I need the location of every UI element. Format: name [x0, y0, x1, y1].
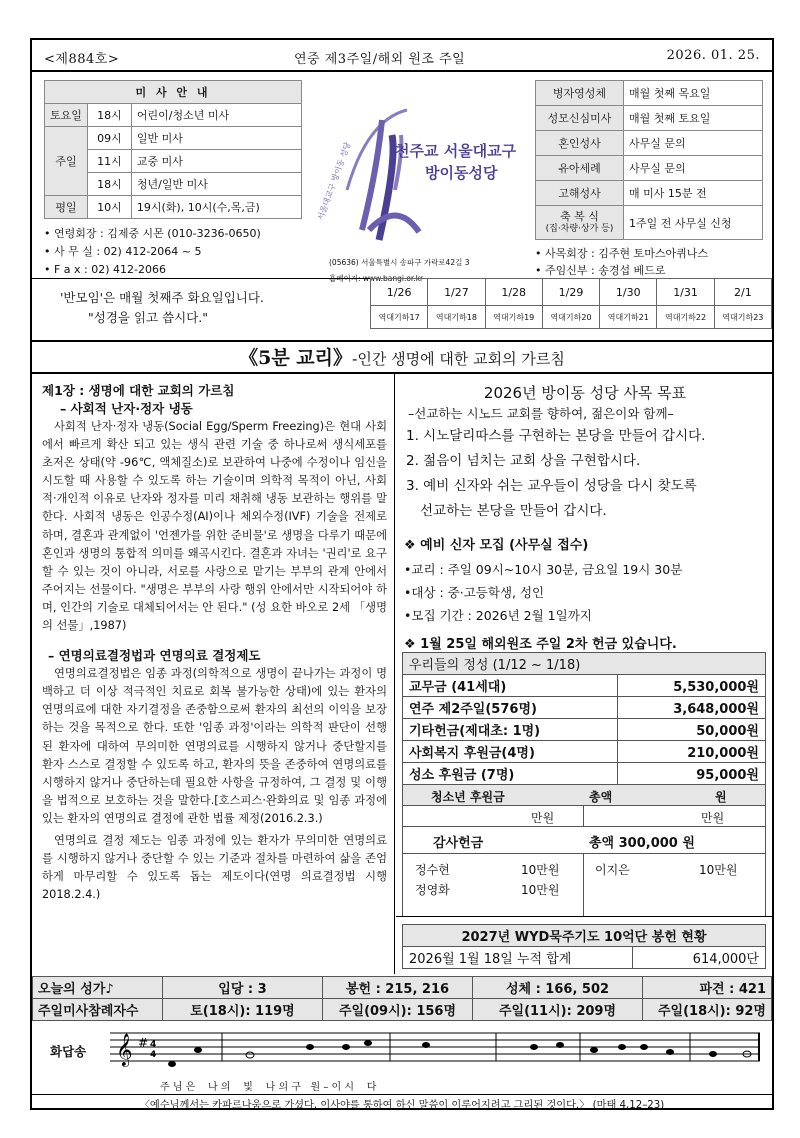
time-cell: 18시 [87, 173, 131, 196]
youth-total-label: 총액 [589, 790, 613, 804]
hymn-dismissal: 파견 : 421 [643, 977, 772, 999]
offering-amount: 3,648,000원 [618, 697, 766, 719]
sacrament-info [535, 80, 763, 279]
parish-goals [404, 382, 766, 657]
sub-heading-freezing: – 사회적 난자·정자 냉동 [60, 401, 193, 416]
svg-text:4: 4 [150, 1050, 157, 1060]
offering-label: 연주 제2주일(576명) [403, 697, 618, 719]
gospel-quote: 〈예수님께서는 카파르나움으로 가셨다. 이사야를 통하여 하신 말씀이 이루어지려고 그리된 것이다.〉 (마태 4,12–23) [139, 1100, 665, 1111]
wyd-rosary [402, 924, 766, 969]
recruit-details [404, 558, 766, 627]
calendar-reading: 역대기하21 [600, 306, 657, 329]
offerings-panel [402, 652, 766, 917]
chapter-heading: 제1장 : 생명에 대한 교회의 가르침 [42, 383, 235, 398]
offering-label: 교무금 (41세대) [403, 675, 618, 697]
youth-label: 청소년 후원금 [431, 790, 505, 804]
life-sustaining-paragraph-2: 연명의료 결정 제도는 임종 과정에 있는 환자가 무의미한 연명의료를 시행하지 않거나 중단할 수 있는 기준과 절차를 마련하여 삶을 존엄하게 마무리할 수 있도록 돕는 제도이다(연명 의료결정법 시행 2018.2.4.) [42, 833, 387, 902]
calendar-reading: 역대기하17 [371, 306, 428, 329]
time-cell: 10시 [87, 196, 131, 219]
youth-won: 원 [715, 790, 727, 804]
mass-schedule [44, 80, 302, 279]
sacrament-name-main: 축 복 식 [560, 209, 599, 223]
psalm-lyrics: 주 님 은 나 의 빛 나 의 구 원 – 이 시 다 [160, 1082, 377, 1093]
day-cell: 주일 [45, 127, 88, 196]
sacrament-name: 고해성사 [536, 181, 624, 206]
footer-divider [32, 1094, 772, 1095]
wyd-divider [396, 916, 772, 917]
donor-name: 이지은 [595, 863, 630, 877]
psalm-music-staff [110, 1025, 762, 1075]
goal-item: 선교하는 본당을 만들어 갑시다. [420, 503, 607, 519]
doctrine-title-bar [32, 340, 772, 374]
freezing-paragraph: 사회적 난자·정자 냉동(Social Egg/Sperm Freezing)은 현대 사회에서 빠르게 확산 되고 있는 생식 관련 기술 중 하나로써 생식세포를 초저온 상태(약 -96℃, 액체질소)로 보관하여 나중에 수정이나 임신을 시도할 때 사용할 수 있도록 하는 기술이며 의학적 목적이 아닌, 사회적·개인적 이유로 난자와 정자를 미리 채취해 냉동 보관하는 행위를 말한다. 사회적 냉동은 인공수정(AI)이나 체외수정(IVF) 기술을 전제로 하며, 결혼과 관계없이 '언젠가를 위한 준비물'로 생명을 다루기 때문에 혼인과 생명의 통합적 의미를 왜곡시킨다. 결혼과 자녀는 '권리'로 요구할 수 있는 것이 아니라, 서로를 사랑으로 맡기는 부부의 관계 안에서 주어지는 선물이다. "생명은 부부의 사랑 행위 안에서만 시작되어야 하며, 인간의 기술로 대체되어서는 안 된다." (성 요한 바오로 2세 「생명의 선물」,1987) [42, 420, 387, 633]
desc-cell: 일반 미사 [131, 127, 301, 150]
collection-notice: ❖ 1월 25일 해외원조 주일 2차 헌금 있습니다. [404, 637, 677, 652]
goals-list [404, 424, 766, 524]
psalm-label: 화답송 [50, 1044, 87, 1059]
svg-text:4: 4 [150, 1040, 157, 1050]
parish-logo [307, 80, 522, 270]
goals-title: 2026년 방이동 성당 사목 목표 [483, 384, 687, 402]
day-cell: 토요일 [45, 104, 88, 127]
sacrament-name: 혼인성사 [536, 131, 624, 156]
offering-amount: 210,000원 [618, 741, 766, 763]
bulletin-header [32, 40, 772, 72]
staff-line: • 주임신부 : 송경섭 베드로 [535, 264, 666, 277]
monthly-notice: '반모임'은 매월 첫째주 화요일입니다. [60, 290, 264, 305]
time-cell: 18시 [87, 104, 131, 127]
thanks-total: 총액 300,000 원 [589, 836, 695, 851]
wyd-value: 614,000단 [633, 947, 766, 969]
donor-name: 정수현 [415, 863, 450, 877]
calendar-date: 1/28 [485, 279, 542, 306]
sacrament-detail: 매월 첫째 토요일 [624, 106, 763, 131]
hymn-offertory: 봉헌 : 215, 216 [323, 977, 473, 999]
calendar-date: 1/27 [428, 279, 485, 306]
contact-line: • 연령회장 : 김제중 시몬 (010-3236-0650) [44, 227, 261, 240]
attendance-sun11: 주일(11시): 209명 [473, 999, 643, 1021]
attendance-sun9: 주일(09시): 156명 [323, 999, 473, 1021]
sacrament-detail: 매월 첫째 목요일 [624, 81, 763, 106]
staff-line: • 사목회장 : 김주현 토마스아퀴나스 [535, 247, 708, 260]
svg-text:𝄞: 𝄞 [116, 1033, 133, 1066]
goal-item: 1. 시노달리따스를 구현하는 본당을 만들어 갑시다. [406, 428, 706, 444]
recruit-line: •모집 기간 : 2026년 2월 1일까지 [404, 608, 592, 623]
staff-list [535, 245, 763, 279]
calendar-date: 2/1 [714, 279, 771, 306]
calendar-reading: 역대기하22 [657, 306, 714, 329]
offerings-title: 우리들의 정성 (1/12 ~ 1/18) [403, 653, 766, 675]
calendar-date: 1/30 [600, 279, 657, 306]
calendar-reading: 역대기하19 [485, 306, 542, 329]
offering-label: 사회복지 후원금(4명) [403, 741, 618, 763]
calendar-reading: 역대기하20 [542, 306, 599, 329]
life-sustaining-paragraph: 연명의료결정법은 임종 과정(의학적으로 생명이 끝나가는 과정이 명백하고 더 이상 적극적인 치료로 회복 불가능한 상태)에 있는 환자의 연명의료에 대한 자기결정을 존중함으로써 환자의 최선의 이익을 보장하는 것을 목적으로 한다. 또한 '임종 과정'이라는 의학적 판단이 선행된 환자에 대하여 무의미한 연명의료를 시행하지 않거나 중단할지를 환자 스스로 결정할 수 있도록 하고, 환자의 뜻을 존중하여 연명의료를 시행하지 않거나 중단하는데 필요한 사항을 규정하여, 그 결정 및 이행을 법적으로 보호하는 것을 말한다.[호스피스·완화의료 및 임종 과정에 있는 환자의 연명의료 결정에 관한 법률 제정(2016.2.3.) [42, 667, 387, 825]
attendance-sat: 토(18시): 119명 [163, 999, 323, 1021]
offering-label: 기타헌금(제대초: 1명) [403, 719, 618, 741]
attendance-label: 주일미사참례자수 [33, 999, 163, 1021]
sacrament-detail: 1주일 전 사무실 신청 [624, 206, 763, 240]
logo-diocese: 천주교 서울대교구 [395, 142, 517, 160]
recruit-line: •대상 : 중·고등학생, 성인 [404, 585, 545, 600]
hymn-attendance [32, 976, 772, 1021]
calendar-date: 1/31 [657, 279, 714, 306]
hymn-label: 오늘의 성가♪ [33, 977, 163, 999]
sacrament-detail: 사무실 문의 [624, 156, 763, 181]
goal-item: 2. 젊음이 넘치는 교회 상을 구현합시다. [406, 453, 641, 469]
sacrament-name: 성모신심미사 [536, 106, 624, 131]
calendar-date: 1/26 [371, 279, 428, 306]
bible-writing-notice: "성경을 읽고 씁시다." [88, 310, 209, 325]
sunday-title: 연중 제3주일/해외 원조 주일 [294, 52, 466, 67]
wyd-title: 2027년 WYD묵주기도 10억단 봉헌 현황 [403, 925, 766, 947]
desc-cell: 교중 미사 [131, 150, 301, 173]
donor-amount: 10만원 [521, 883, 560, 897]
thanks-label: 감사헌금 [433, 836, 484, 851]
mass-schedule-heading: 미 사 안 내 [45, 81, 302, 104]
donor-name: 정영화 [415, 883, 450, 897]
offering-amount: 50,000원 [618, 719, 766, 741]
logo-homepage: 홈페이지: www.bangi.or.kr [329, 274, 424, 283]
desc-cell: 청년/일반 미사 [131, 173, 301, 196]
sacrament-name: 병자영성체 [536, 81, 624, 106]
youth-thanks-box [402, 785, 766, 917]
time-cell: 09시 [87, 127, 131, 150]
day-cell: 평일 [45, 196, 88, 219]
goals-subtitle: –선교하는 시노드 교회를 향하여, 젊은이와 함께– [408, 406, 674, 421]
doctrine-article [42, 382, 387, 904]
calendar-reading: 역대기하18 [428, 306, 485, 329]
attendance-sun18: 주일(18시): 92명 [643, 999, 772, 1021]
desc-cell: 19시(화), 10시(수,목,금) [131, 196, 301, 219]
hymn-entrance: 입당 : 3 [163, 977, 323, 999]
sacrament-detail: 매 미사 15분 전 [624, 181, 763, 206]
wyd-label: 2026월 1월 18일 누적 합계 [403, 947, 633, 969]
recruit-heading: ❖ 예비 신자 모집 (사무실 접수) [404, 538, 589, 553]
logo-address: (05636) 서울특별시 송파구 가락로42길 3 [329, 258, 470, 267]
sacrament-detail: 사무실 문의 [624, 131, 763, 156]
offering-label: 성소 후원금 (7명) [403, 763, 618, 785]
youth-manwon: 만원 [531, 811, 555, 825]
contact-list [44, 225, 302, 279]
youth-manwon: 만원 [701, 811, 725, 825]
calendar-reading: 역대기하23 [714, 306, 771, 329]
recruit-line: •교리 : 주일 09시~10시 30분, 금요일 19시 30분 [404, 562, 683, 577]
bulletin-page [30, 38, 774, 1110]
logo-arc-text: 서울대교구 방이동 성당 [315, 140, 353, 222]
hymn-communion: 성체 : 166, 502 [473, 977, 643, 999]
donor-amount: 10만원 [521, 863, 560, 877]
contact-line: • 사 무 실 : 02) 412-2064 ~ 5 [44, 245, 202, 258]
bible-calendar [370, 278, 772, 329]
issue-date: 2026. 01. 25. [666, 48, 760, 63]
sub-heading-life-sustaining: – 연명의료결정법과 연명의료 결정제도 [48, 648, 261, 664]
doctrine-title: 《5분 교리》 [239, 347, 353, 369]
offering-amount: 95,000원 [618, 763, 766, 785]
sacrament-name: 유아세례 [536, 156, 624, 181]
doctrine-subtitle: -인간 생명에 대한 교회의 가르침 [352, 350, 565, 368]
donor-amount: 10만원 [699, 863, 738, 877]
sacrament-name [536, 206, 624, 240]
desc-cell: 어린이/청소년 미사 [131, 104, 301, 127]
logo-parish: 방이동성당 [425, 164, 498, 182]
goal-item: 3. 예비 신자와 쉬는 교우들이 성당을 다시 찾도록 [406, 478, 697, 494]
column-divider [394, 374, 395, 974]
offering-amount: 5,530,000원 [618, 675, 766, 697]
contact-line: • F a x : 02) 412-2066 [44, 263, 166, 276]
svg-text:#: # [138, 1036, 149, 1050]
sacrament-name-sub: (집·차량·상가 등) [545, 223, 614, 234]
calendar-date: 1/29 [542, 279, 599, 306]
time-cell: 11시 [87, 150, 131, 173]
issue-number: <제884호> [44, 52, 120, 67]
